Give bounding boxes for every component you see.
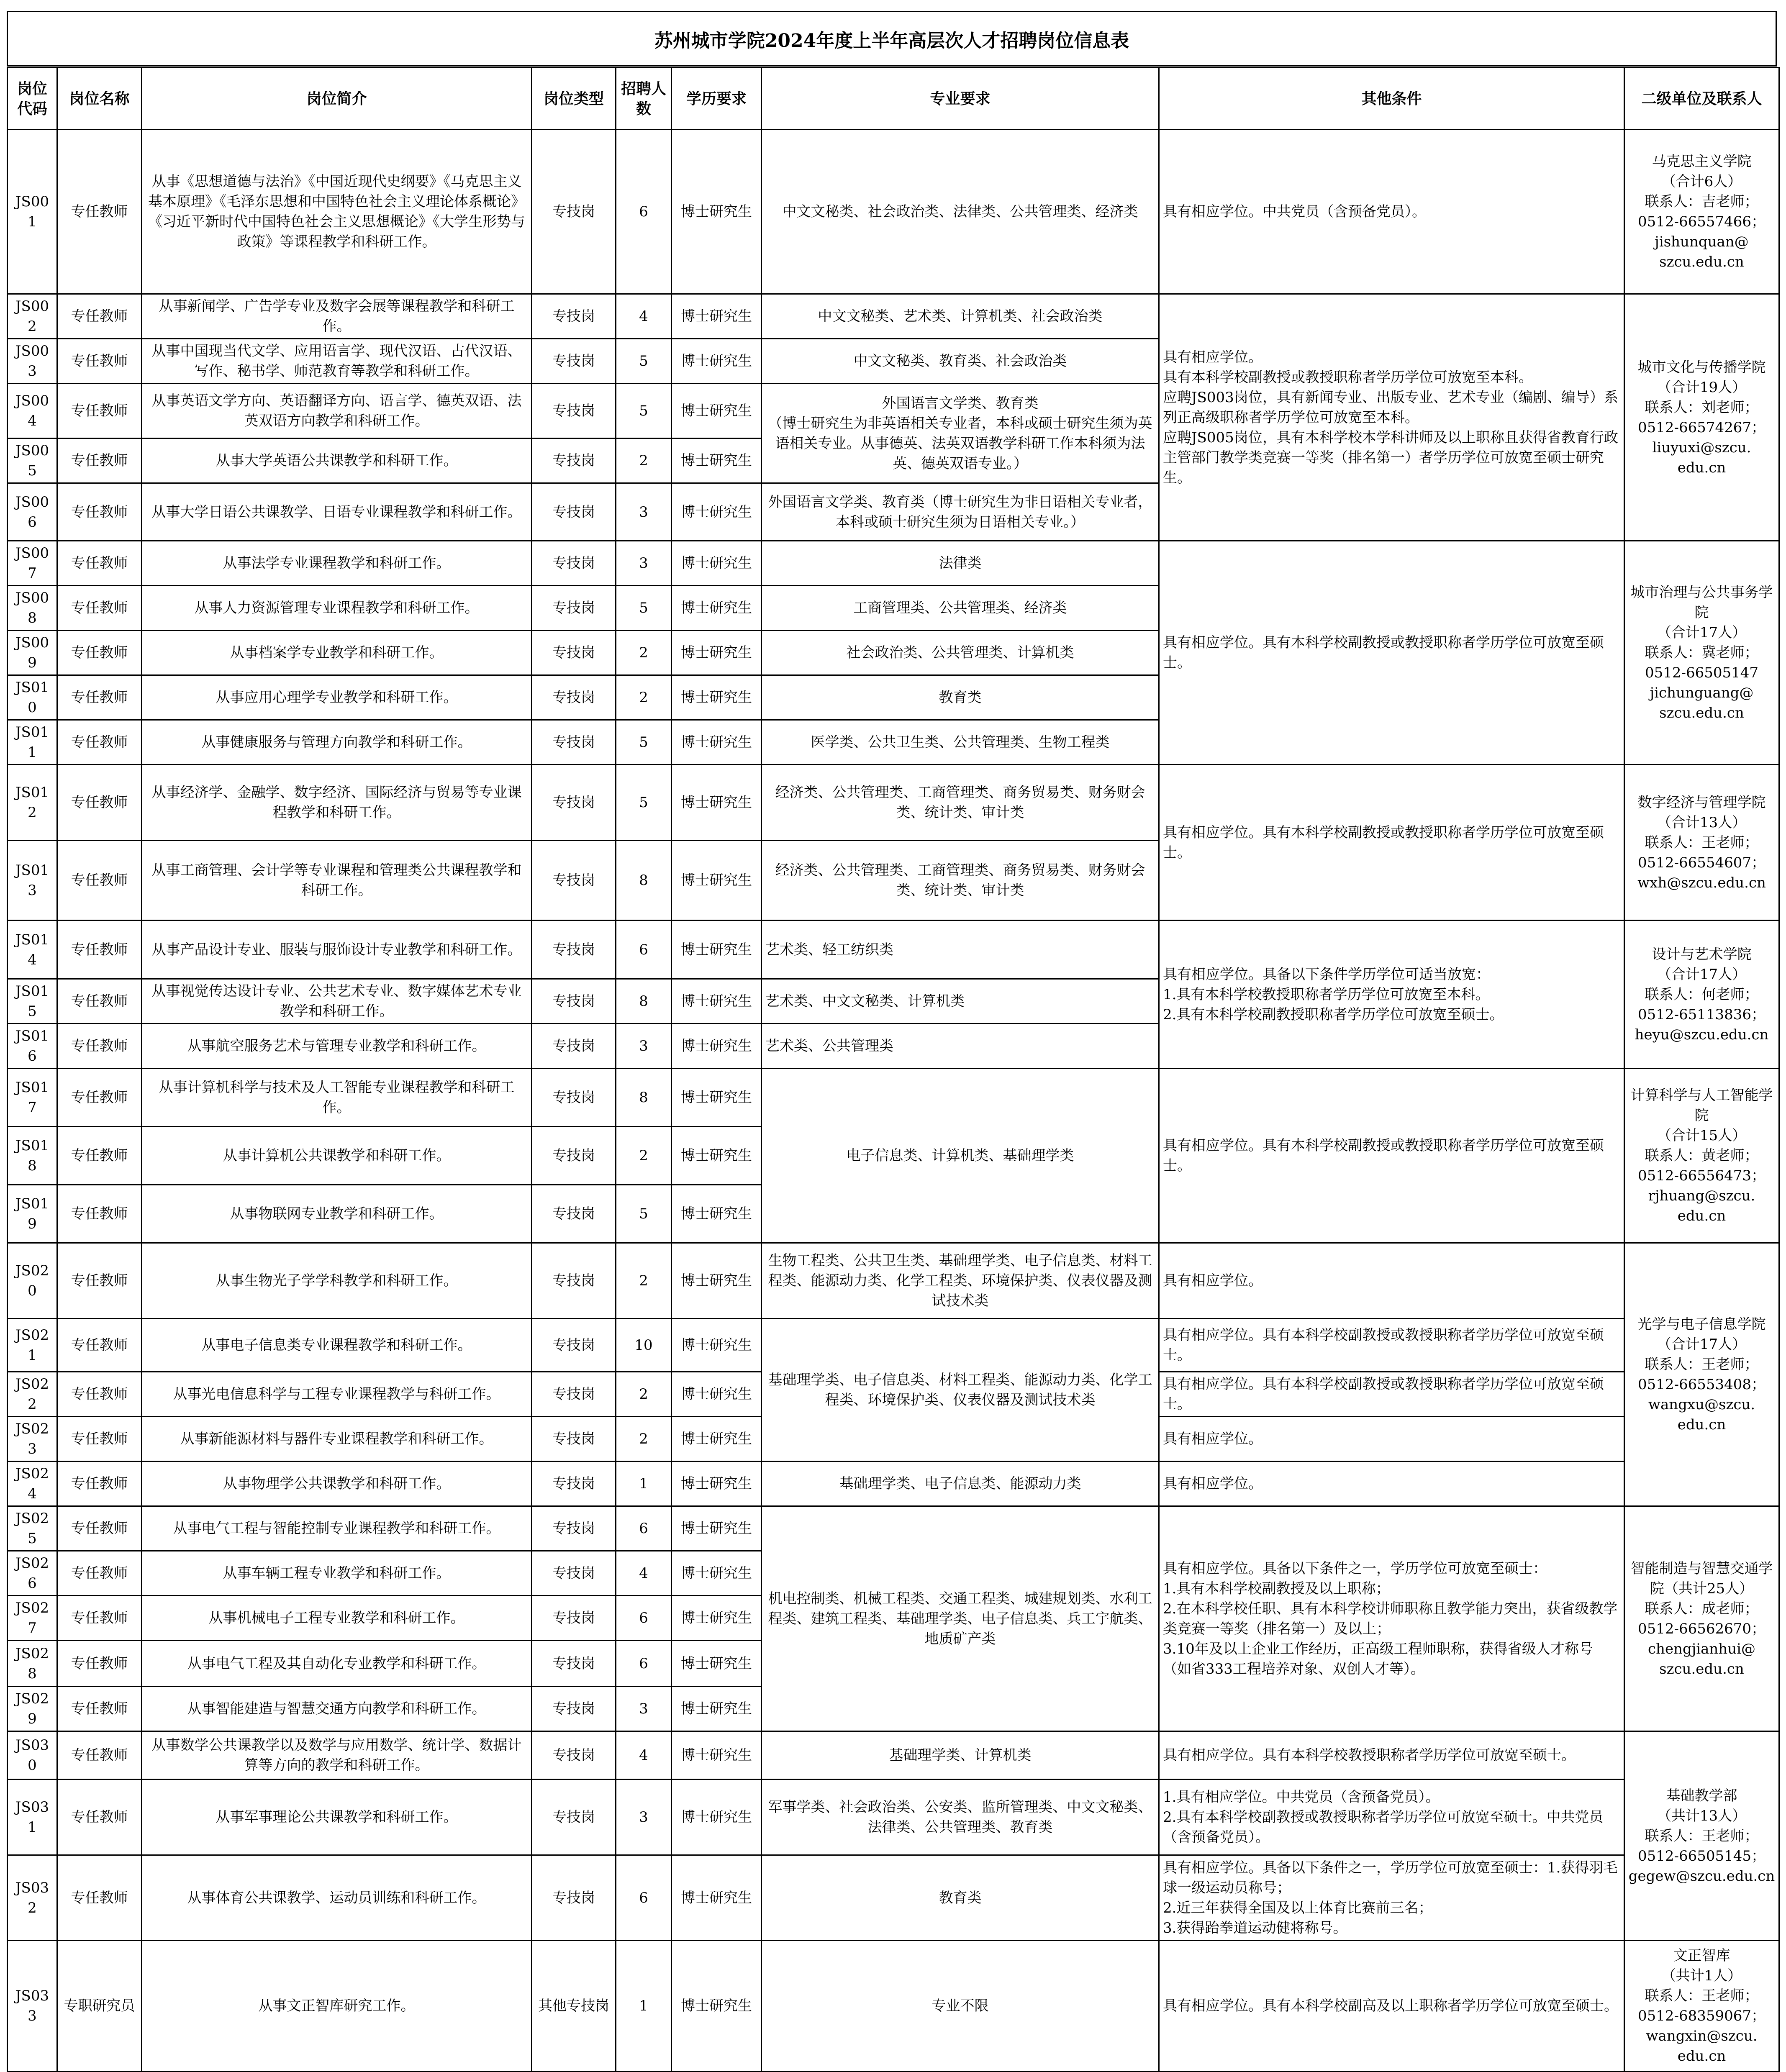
- position-type: 专技岗: [532, 1319, 616, 1372]
- position-name: 专任教师: [57, 294, 142, 339]
- hire-count: 6: [616, 1596, 672, 1641]
- position-name: 专任教师: [57, 1641, 142, 1687]
- position-type: 专技岗: [532, 339, 616, 384]
- position-name: 专任教师: [57, 384, 142, 439]
- unit-contact: 基础教学部 （共计13人） 联系人：王老师； 0512-66505145； gegew@szcu.edu.cn: [1624, 1731, 1779, 1941]
- major-requirement: 军事学类、社会政治类、公安类、监所管理类、中文文秘类、法律类、公共管理类、教育类: [762, 1780, 1159, 1855]
- education-requirement: 博士研究生: [672, 294, 762, 339]
- other-conditions: 具有相应学位。具有本科学校副教授或教授职称者学历学位可放宽至硕士。: [1159, 1069, 1624, 1243]
- position-type: 专技岗: [532, 541, 616, 586]
- position-code: JS029: [8, 1687, 57, 1731]
- major-requirement: 教育类: [762, 675, 1159, 720]
- table-row: [8, 1243, 1779, 1319]
- education-requirement: 博士研究生: [672, 1024, 762, 1069]
- position-type: 专技岗: [532, 1731, 616, 1780]
- position-type: 专技岗: [532, 130, 616, 294]
- page-title: 苏州城市学院2024年度上半年高层次人才招聘岗位信息表: [7, 11, 1777, 67]
- position-code: JS017: [8, 1069, 57, 1127]
- education-requirement: 博士研究生: [672, 1243, 762, 1319]
- education-requirement: 博士研究生: [672, 631, 762, 675]
- other-conditions: 具有相应学位。中共党员（含预备党员）。: [1159, 130, 1624, 294]
- hire-count: 6: [616, 921, 672, 979]
- position-intro: 从事人力资源管理专业课程教学和科研工作。: [142, 586, 532, 631]
- header-count: 招聘人 数: [616, 68, 672, 130]
- header-type: 岗位类型: [532, 68, 616, 130]
- position-intro: 从事智能建造与智慧交通方向教学和科研工作。: [142, 1687, 532, 1731]
- position-type: 专技岗: [532, 384, 616, 439]
- hire-count: 5: [616, 765, 672, 841]
- education-requirement: 博士研究生: [672, 1731, 762, 1780]
- position-name: 专任教师: [57, 1596, 142, 1641]
- position-name: 专任教师: [57, 339, 142, 384]
- position-code: JS006: [8, 483, 57, 541]
- position-type: 专技岗: [532, 294, 616, 339]
- position-name: 专任教师: [57, 921, 142, 979]
- position-code: JS001: [8, 130, 57, 294]
- other-conditions: 具有相应学位。具有本科学校副教授或教授职称者学历学位可放宽至硕士。: [1159, 765, 1624, 921]
- table-row: [8, 294, 1779, 339]
- position-type: 专技岗: [532, 979, 616, 1024]
- major-requirement: 外国语言文学类、教育类（博士研究生为非日语相关专业者，本科或硕士研究生须为日语相关专业。）: [762, 483, 1159, 541]
- education-requirement: 博士研究生: [672, 1127, 762, 1185]
- position-type: 专技岗: [532, 1185, 616, 1243]
- position-name: 专任教师: [57, 1855, 142, 1941]
- hire-count: 3: [616, 541, 672, 586]
- position-code: JS026: [8, 1551, 57, 1596]
- position-type: 专技岗: [532, 483, 616, 541]
- position-intro: 从事产品设计专业、服装与服饰设计专业教学和科研工作。: [142, 921, 532, 979]
- hire-count: 3: [616, 483, 672, 541]
- position-code: JS021: [8, 1319, 57, 1372]
- education-requirement: 博士研究生: [672, 439, 762, 483]
- position-intro: 从事工商管理、会计学等专业课程和管理类公共课程教学和科研工作。: [142, 841, 532, 921]
- hire-count: 1: [616, 1941, 672, 2072]
- position-name: 专任教师: [57, 841, 142, 921]
- education-requirement: 博士研究生: [672, 1641, 762, 1687]
- position-intro: 从事健康服务与管理方向教学和科研工作。: [142, 720, 532, 765]
- position-type: 专技岗: [532, 1551, 616, 1596]
- unit-contact: 数字经济与管理学院 （合计13人） 联系人：王老师； 0512-66554607； wxh@szcu.edu.cn: [1624, 765, 1779, 921]
- hire-count: 5: [616, 384, 672, 439]
- major-requirement: 生物工程类、公共卫生类、基础理学类、电子信息类、材料工程类、能源动力类、化学工程类、环境保护类、仪表仪器及测试技术类: [762, 1243, 1159, 1319]
- hire-count: 8: [616, 979, 672, 1024]
- position-name: 专任教师: [57, 130, 142, 294]
- position-code: JS015: [8, 979, 57, 1024]
- education-requirement: 博士研究生: [672, 1941, 762, 2072]
- major-requirement: 经济类、公共管理类、工商管理类、商务贸易类、财务财会类、统计类、审计类: [762, 765, 1159, 841]
- position-name: 专任教师: [57, 586, 142, 631]
- position-intro: 从事机械电子工程专业教学和科研工作。: [142, 1596, 532, 1641]
- other-conditions: 具有相应学位。: [1159, 1417, 1624, 1462]
- hire-count: 5: [616, 720, 672, 765]
- major-requirement: 工商管理类、公共管理类、经济类: [762, 586, 1159, 631]
- position-name: 专任教师: [57, 1731, 142, 1780]
- major-requirement: 法律类: [762, 541, 1159, 586]
- position-type: 专技岗: [532, 675, 616, 720]
- hire-count: 5: [616, 339, 672, 384]
- position-name: 专任教师: [57, 1687, 142, 1731]
- hire-count: 6: [616, 1506, 672, 1551]
- position-name: 专职研究员: [57, 1941, 142, 2072]
- position-code: JS030: [8, 1731, 57, 1780]
- position-code: JS005: [8, 439, 57, 483]
- position-type: 专技岗: [532, 1462, 616, 1506]
- position-type: 专技岗: [532, 586, 616, 631]
- hire-count: 4: [616, 1551, 672, 1596]
- hire-count: 8: [616, 841, 672, 921]
- position-type: 专技岗: [532, 720, 616, 765]
- position-code: JS002: [8, 294, 57, 339]
- position-code: JS008: [8, 586, 57, 631]
- table-row: [8, 1506, 1779, 1551]
- education-requirement: 博士研究生: [672, 921, 762, 979]
- position-intro: 从事航空服务艺术与管理专业教学和科研工作。: [142, 1024, 532, 1069]
- education-requirement: 博士研究生: [672, 1855, 762, 1941]
- education-requirement: 博士研究生: [672, 384, 762, 439]
- position-intro: 从事视觉传达设计专业、公共艺术专业、数字媒体艺术专业教学和科研工作。: [142, 979, 532, 1024]
- position-type: 专技岗: [532, 1855, 616, 1941]
- education-requirement: 博士研究生: [672, 1185, 762, 1243]
- position-name: 专任教师: [57, 1185, 142, 1243]
- hire-count: 6: [616, 1855, 672, 1941]
- position-code: JS025: [8, 1506, 57, 1551]
- header-row: [8, 68, 1779, 130]
- hire-count: 6: [616, 1641, 672, 1687]
- unit-contact: 马克思主义学院 （合计6人） 联系人：吉老师； 0512-66557466； jishunquan@ szcu.edu.cn: [1624, 130, 1779, 294]
- position-name: 专任教师: [57, 675, 142, 720]
- major-requirement: 中文文秘类、教育类、社会政治类: [762, 339, 1159, 384]
- major-requirement: 专业不限: [762, 1941, 1159, 2072]
- major-requirement: 基础理学类、计算机类: [762, 1731, 1159, 1780]
- position-code: JS032: [8, 1855, 57, 1941]
- hire-count: 8: [616, 1069, 672, 1127]
- unit-contact: 计算科学与人工智能学院 （合计15人） 联系人：黄老师； 0512-66556473； rjhuang@szcu. edu.cn: [1624, 1069, 1779, 1243]
- position-name: 专任教师: [57, 1551, 142, 1596]
- education-requirement: 博士研究生: [672, 339, 762, 384]
- unit-contact: 智能制造与智慧交通学院（共计25人） 联系人：成老师； 0512-66562670； chengjianhui@ szcu.edu.cn: [1624, 1506, 1779, 1731]
- position-type: 专技岗: [532, 765, 616, 841]
- position-name: 专任教师: [57, 1506, 142, 1551]
- hire-count: 2: [616, 1127, 672, 1185]
- position-intro: 从事新能源材料与器件专业课程教学和科研工作。: [142, 1417, 532, 1462]
- position-name: 专任教师: [57, 439, 142, 483]
- position-intro: 从事计算机科学与技术及人工智能专业课程教学和科研工作。: [142, 1069, 532, 1127]
- education-requirement: 博士研究生: [672, 1687, 762, 1731]
- education-requirement: 博士研究生: [672, 586, 762, 631]
- position-code: JS018: [8, 1127, 57, 1185]
- position-intro: 从事物联网专业教学和科研工作。: [142, 1185, 532, 1243]
- position-name: 专任教师: [57, 1319, 142, 1372]
- position-code: JS019: [8, 1185, 57, 1243]
- education-requirement: 博士研究生: [672, 675, 762, 720]
- table-row: [8, 1462, 1779, 1506]
- position-type: 专技岗: [532, 1506, 616, 1551]
- position-type: 专技岗: [532, 1069, 616, 1127]
- education-requirement: 博士研究生: [672, 841, 762, 921]
- hire-count: 3: [616, 1024, 672, 1069]
- position-type: 专技岗: [532, 921, 616, 979]
- position-name: 专任教师: [57, 1372, 142, 1417]
- position-intro: 从事军事理论公共课教学和科研工作。: [142, 1780, 532, 1855]
- other-conditions: 具有相应学位。具有本科学校副教授或教授职称者学历学位可放宽至硕士。: [1159, 541, 1624, 765]
- position-type: 专技岗: [532, 1596, 616, 1641]
- position-code: JS020: [8, 1243, 57, 1319]
- table-row: [8, 1780, 1779, 1855]
- education-requirement: 博士研究生: [672, 1417, 762, 1462]
- position-name: 专任教师: [57, 1069, 142, 1127]
- position-type: 专技岗: [532, 1243, 616, 1319]
- hire-count: 1: [616, 1462, 672, 1506]
- other-conditions: 具有相应学位。 具有本科学校副教授或教授职称者学历学位可放宽至本科。 应聘JS003岗位，具有新闻专业、出版专业、艺术专业（编剧、编导）系列正高级职称者学历学位可放宽至本科。 应聘JS005岗位，具有本科学校本学科讲师及以上职称且获得省教育行政主管部门教学类竞赛一等奖（排名第一）者学历学位可放宽至硕士研究生。: [1159, 294, 1624, 541]
- header-name: 岗位名称: [57, 68, 142, 130]
- table-row: [8, 1069, 1779, 1127]
- major-requirement: 中文文秘类、社会政治类、法律类、公共管理类、经济类: [762, 130, 1159, 294]
- education-requirement: 博士研究生: [672, 483, 762, 541]
- major-requirement: 基础理学类、电子信息类、能源动力类: [762, 1462, 1159, 1506]
- position-intro: 从事光电信息科学与工程专业课程教学与科研工作。: [142, 1372, 532, 1417]
- position-intro: 从事经济学、金融学、数字经济、国际经济与贸易等专业课程教学和科研工作。: [142, 765, 532, 841]
- hire-count: 6: [616, 130, 672, 294]
- position-intro: 从事中国现当代文学、应用语言学、现代汉语、古代汉语、写作、秘书学、师范教育等教学和科研工作。: [142, 339, 532, 384]
- position-intro: 从事英语文学方向、英语翻译方向、语言学、德英双语、法英双语方向教学和科研工作。: [142, 384, 532, 439]
- position-name: 专任教师: [57, 765, 142, 841]
- header-unit-contact: 二级单位及联系人: [1624, 68, 1779, 130]
- position-name: 专任教师: [57, 1024, 142, 1069]
- hire-count: 2: [616, 631, 672, 675]
- position-code: JS027: [8, 1596, 57, 1641]
- position-code: JS012: [8, 765, 57, 841]
- education-requirement: 博士研究生: [672, 1372, 762, 1417]
- major-requirement: 中文文秘类、艺术类、计算机类、社会政治类: [762, 294, 1159, 339]
- table-row: [8, 130, 1779, 294]
- position-type: 专技岗: [532, 1127, 616, 1185]
- major-requirement: 艺术类、中文文秘类、计算机类: [762, 979, 1159, 1024]
- education-requirement: 博士研究生: [672, 979, 762, 1024]
- position-type: 专技岗: [532, 1024, 616, 1069]
- other-conditions: 具有相应学位。具有本科学校副教授或教授职称者学历学位可放宽至硕士。: [1159, 1372, 1624, 1417]
- other-conditions: 具有相应学位。: [1159, 1462, 1624, 1506]
- table-body: [8, 130, 1779, 2072]
- position-code: JS004: [8, 384, 57, 439]
- position-code: JS007: [8, 541, 57, 586]
- other-conditions: 具有相应学位。: [1159, 1243, 1624, 1319]
- header-education: 学历要求: [672, 68, 762, 130]
- position-intro: 从事生物光子学学科教学和科研工作。: [142, 1243, 532, 1319]
- table-row: [8, 541, 1779, 586]
- position-intro: 从事电气工程及其自动化专业教学和科研工作。: [142, 1641, 532, 1687]
- hire-count: 10: [616, 1319, 672, 1372]
- major-requirement: 艺术类、公共管理类: [762, 1024, 1159, 1069]
- position-type: 专技岗: [532, 1641, 616, 1687]
- table-row: [8, 765, 1779, 841]
- other-conditions: 具有相应学位。具有本科学校副高及以上职称者学历学位可放宽至硕士。: [1159, 1941, 1624, 2072]
- position-code: JS024: [8, 1462, 57, 1506]
- position-code: JS011: [8, 720, 57, 765]
- position-intro: 从事《思想道德与法治》《中国近现代史纲要》《马克思主义基本原理》《毛泽东思想和中国特色社会主义理论体系概论》《习近平新时代中国特色社会主义思想概论》《大学生形势与政策》等课程教学和科研工作。: [142, 130, 532, 294]
- position-type: 专技岗: [532, 1687, 616, 1731]
- education-requirement: 博士研究生: [672, 1596, 762, 1641]
- education-requirement: 博士研究生: [672, 1462, 762, 1506]
- recruitment-table: [7, 67, 1780, 2072]
- education-requirement: 博士研究生: [672, 1551, 762, 1596]
- header-intro: 岗位简介: [142, 68, 532, 130]
- hire-count: 2: [616, 675, 672, 720]
- hire-count: 2: [616, 1243, 672, 1319]
- position-intro: 从事物理学公共课教学和科研工作。: [142, 1462, 532, 1506]
- hire-count: 5: [616, 586, 672, 631]
- position-intro: 从事文正智库研究工作。: [142, 1941, 532, 2072]
- position-code: JS031: [8, 1780, 57, 1855]
- hire-count: 2: [616, 439, 672, 483]
- other-conditions: 具有相应学位。具有本科学校教授职称者学历学位可放宽至硕士。: [1159, 1731, 1624, 1780]
- hire-count: 2: [616, 1417, 672, 1462]
- education-requirement: 博士研究生: [672, 1069, 762, 1127]
- major-requirement: 经济类、公共管理类、工商管理类、商务贸易类、财务财会类、统计类、审计类: [762, 841, 1159, 921]
- position-name: 专任教师: [57, 1127, 142, 1185]
- other-conditions: 具有相应学位。具备以下条件之一，学历学位可放宽至硕士： 1.具有本科学校副教授及以上职称； 2.在本科学校任职、具有本科学校讲师职称且教学能力突出，获省级教学类竞赛一等奖（排名第一）及以上； 3.10年及以上企业工作经历，正高级工程师职称，获得省级人才称号（如省333工程培养对象、双创人才等）。: [1159, 1506, 1624, 1731]
- position-type: 专技岗: [532, 1417, 616, 1462]
- unit-contact: 光学与电子信息学院 （合计17人） 联系人：王老师； 0512-66553408； wangxu@szcu. edu.cn: [1624, 1243, 1779, 1506]
- major-requirement: 医学类、公共卫生类、公共管理类、生物工程类: [762, 720, 1159, 765]
- table-row: [8, 1855, 1779, 1941]
- major-requirement: 外国语言文学类、教育类 （博士研究生为非英语相关专业者，本科或硕士研究生须为英语相关专业。从事德英、法英双语教学科研工作本科须为法英、德英双语专业。）: [762, 384, 1159, 483]
- position-type: 专技岗: [532, 631, 616, 675]
- position-code: JS023: [8, 1417, 57, 1462]
- position-code: JS016: [8, 1024, 57, 1069]
- position-code: JS033: [8, 1941, 57, 2072]
- position-name: 专任教师: [57, 1417, 142, 1462]
- table-row: [8, 1731, 1779, 1780]
- position-code: JS022: [8, 1372, 57, 1417]
- position-intro: 从事法学专业课程教学和科研工作。: [142, 541, 532, 586]
- other-conditions: 具有相应学位。具备以下条件学历学位可适当放宽： 1.具有本科学校教授职称者学历学位可放宽至本科。 2.具有本科学校副教授职称者学历学位可放宽至硕士。: [1159, 921, 1624, 1069]
- position-name: 专任教师: [57, 631, 142, 675]
- position-type: 专技岗: [532, 1372, 616, 1417]
- position-intro: 从事档案学专业教学和科研工作。: [142, 631, 532, 675]
- hire-count: 4: [616, 294, 672, 339]
- education-requirement: 博士研究生: [672, 541, 762, 586]
- major-requirement: 机电控制类、机械工程类、交通工程类、城建规划类、水利工程类、建筑工程类、基础理学类、电子信息类、兵工宇航类、地质矿产类: [762, 1506, 1159, 1731]
- unit-contact: 文正智库 （共计1人） 联系人：王老师； 0512-68359067； wangxin@szcu. edu.cn: [1624, 1941, 1779, 2072]
- position-intro: 从事车辆工程专业教学和科研工作。: [142, 1551, 532, 1596]
- position-type: 专技岗: [532, 1780, 616, 1855]
- hire-count: 4: [616, 1731, 672, 1780]
- position-type: 其他专技岗: [532, 1941, 616, 2072]
- position-code: JS014: [8, 921, 57, 979]
- major-requirement: 艺术类、轻工纺织类: [762, 921, 1159, 979]
- position-intro: 从事应用心理学专业教学和科研工作。: [142, 675, 532, 720]
- position-code: JS003: [8, 339, 57, 384]
- position-type: 专技岗: [532, 841, 616, 921]
- unit-contact: 设计与艺术学院 （合计17人） 联系人：何老师； 0512-65113836； heyu@szcu.edu.cn: [1624, 921, 1779, 1069]
- education-requirement: 博士研究生: [672, 1506, 762, 1551]
- other-conditions: 具有相应学位。具备以下条件之一，学历学位可放宽至硕士：1.获得羽毛球一级运动员称号； 2.近三年获得全国及以上体育比赛前三名； 3.获得跆拳道运动健将称号。: [1159, 1855, 1624, 1941]
- position-code: JS010: [8, 675, 57, 720]
- education-requirement: 博士研究生: [672, 720, 762, 765]
- table-row: [8, 1941, 1779, 2072]
- hire-count: 2: [616, 1372, 672, 1417]
- major-requirement: 教育类: [762, 1855, 1159, 1941]
- other-conditions: 1.具有相应学位。中共党员（含预备党员）。 2.具有本科学校副教授或教授职称者学历学位可放宽至硕士。中共党员（含预备党员）。: [1159, 1780, 1624, 1855]
- other-conditions: 具有相应学位。具有本科学校副教授或教授职称者学历学位可放宽至硕士。: [1159, 1319, 1624, 1372]
- position-type: 专技岗: [532, 439, 616, 483]
- position-intro: 从事计算机公共课教学和科研工作。: [142, 1127, 532, 1185]
- position-code: JS013: [8, 841, 57, 921]
- position-name: 专任教师: [57, 1243, 142, 1319]
- position-intro: 从事体育公共课教学、运动员训练和科研工作。: [142, 1855, 532, 1941]
- position-intro: 从事大学日语公共课教学、日语专业课程教学和科研工作。: [142, 483, 532, 541]
- education-requirement: 博士研究生: [672, 1319, 762, 1372]
- education-requirement: 博士研究生: [672, 1780, 762, 1855]
- unit-contact: 城市治理与公共事务学院 （合计17人） 联系人：冀老师； 0512-66505147 jichunguang@ szcu.edu.cn: [1624, 541, 1779, 765]
- hire-count: 3: [616, 1780, 672, 1855]
- table-row: [8, 1319, 1779, 1372]
- position-name: 专任教师: [57, 541, 142, 586]
- header-code: 岗位 代码: [8, 68, 57, 130]
- hire-count: 3: [616, 1687, 672, 1731]
- position-intro: 从事大学英语公共课教学和科研工作。: [142, 439, 532, 483]
- education-requirement: 博士研究生: [672, 765, 762, 841]
- position-name: 专任教师: [57, 483, 142, 541]
- header-major: 专业要求: [762, 68, 1159, 130]
- position-name: 专任教师: [57, 1462, 142, 1506]
- position-name: 专任教师: [57, 1780, 142, 1855]
- hire-count: 5: [616, 1185, 672, 1243]
- major-requirement: 社会政治类、公共管理类、计算机类: [762, 631, 1159, 675]
- position-name: 专任教师: [57, 979, 142, 1024]
- position-name: 专任教师: [57, 720, 142, 765]
- position-code: JS009: [8, 631, 57, 675]
- position-intro: 从事新闻学、广告学专业及数字会展等课程教学和科研工作。: [142, 294, 532, 339]
- education-requirement: 博士研究生: [672, 130, 762, 294]
- table-row: [8, 921, 1779, 979]
- major-requirement: 电子信息类、计算机类、基础理学类: [762, 1069, 1159, 1243]
- position-code: JS028: [8, 1641, 57, 1687]
- position-intro: 从事电气工程与智能控制专业课程教学和科研工作。: [142, 1506, 532, 1551]
- major-requirement: 基础理学类、电子信息类、材料工程类、能源动力类、化学工程类、环境保护类、仪表仪器及测试技术类: [762, 1319, 1159, 1462]
- position-intro: 从事电子信息类专业课程教学和科研工作。: [142, 1319, 532, 1372]
- header-conditions: 其他条件: [1159, 68, 1624, 130]
- unit-contact: 城市文化与传播学院 （合计19人） 联系人：刘老师； 0512-66574267； liuyuxi@szcu. edu.cn: [1624, 294, 1779, 541]
- position-intro: 从事数学公共课教学以及数学与应用数学、统计学、数据计算等方向的教学和科研工作。: [142, 1731, 532, 1780]
